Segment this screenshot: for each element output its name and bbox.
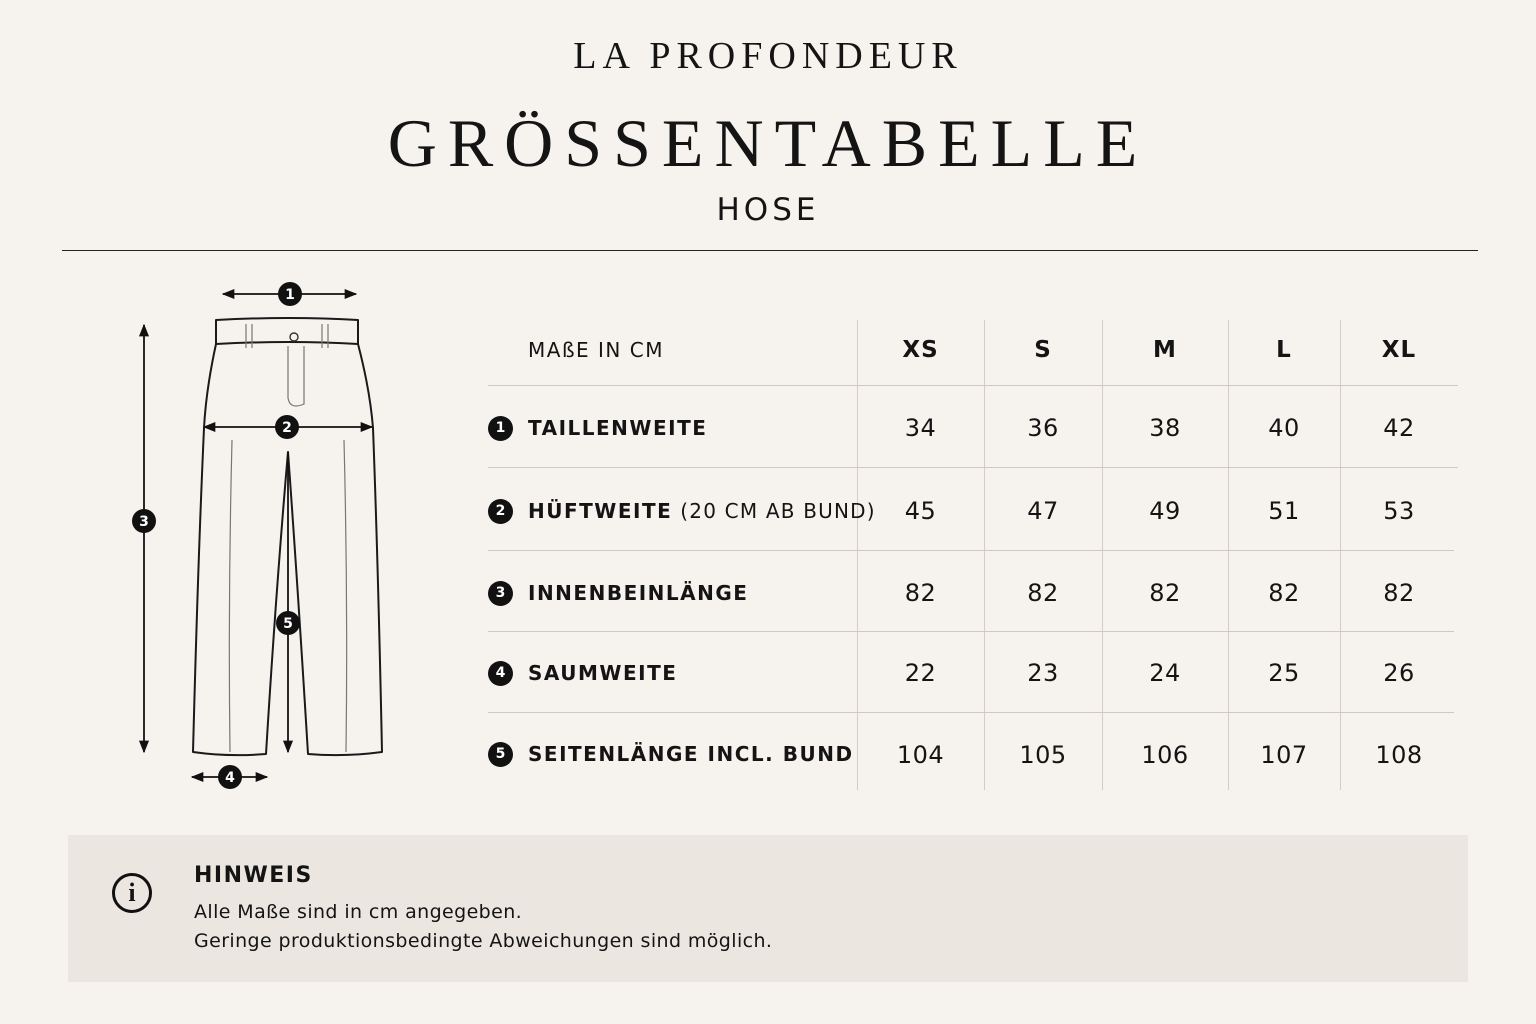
svg-text:3: 3 [139, 514, 149, 530]
table-cell: 40 [1268, 414, 1300, 442]
size-table [488, 320, 1458, 790]
table-cell: 24 [1149, 659, 1181, 687]
row-divider [488, 550, 1454, 551]
size-header-xs: XS [902, 337, 939, 363]
svg-text:2: 2 [282, 420, 292, 436]
svg-text:4: 4 [225, 770, 235, 786]
table-cell: 34 [904, 414, 937, 442]
row-label-text: INNENBEINLÄNGE [528, 581, 749, 605]
table-cell: 45 [904, 497, 937, 525]
svg-text:1: 1 [285, 287, 295, 303]
column-divider [1102, 320, 1103, 790]
brand-name: LA PROFONDEUR [573, 35, 963, 77]
row-divider [488, 712, 1454, 713]
table-header-label: MAßE IN CM [528, 338, 664, 362]
row-label-text: SEITENLÄNGE INCL. BUND [528, 742, 854, 766]
table-row-label [488, 481, 876, 541]
table-cell: 47 [1027, 497, 1059, 525]
table-cell: 25 [1268, 659, 1300, 687]
row-number-badge: 5 [488, 742, 513, 767]
table-cell: 82 [1149, 579, 1181, 607]
table-cell: 49 [1149, 497, 1181, 525]
table-cell: 82 [1268, 579, 1300, 607]
row-number-badge: 2 [488, 499, 513, 524]
table-cell: 82 [1383, 579, 1415, 607]
note-line: Geringe produktionsbedingte Abweichungen sind möglich. [194, 930, 773, 952]
table-cell: 38 [1149, 414, 1181, 442]
row-label-note: (20 CM AB BUND) [680, 499, 876, 523]
diagram-marker-3 [132, 509, 156, 533]
row-label-text: TAILLENWEITE [528, 416, 708, 440]
table-cell: 53 [1383, 497, 1415, 525]
table-row-label [488, 643, 677, 703]
row-label-text: SAUMWEITE [528, 661, 678, 685]
table-cell: 23 [1027, 659, 1059, 687]
table-cell: 22 [904, 659, 937, 687]
row-number-badge: 1 [488, 416, 513, 441]
info-icon: i [112, 873, 152, 913]
row-divider [488, 467, 1458, 468]
row-label-text: HÜFTWEITE [528, 499, 673, 523]
row-divider [488, 385, 1458, 386]
measure-arrows [144, 294, 372, 777]
table-cell: 82 [904, 579, 937, 607]
table-cell: 82 [1027, 579, 1059, 607]
button-icon [290, 333, 298, 341]
table-row-label [488, 398, 707, 458]
table-cell: 26 [1383, 659, 1415, 687]
table-cell: 36 [1027, 414, 1059, 442]
size-header-l: L [1276, 337, 1292, 363]
note-title: HINWEIS [194, 863, 313, 888]
table-cell: 42 [1383, 414, 1415, 442]
column-divider [1340, 320, 1341, 790]
header-divider [62, 250, 1478, 251]
table-cell: 104 [896, 741, 945, 769]
diagram-marker-4 [218, 765, 242, 789]
table-row-label [488, 724, 854, 784]
table-cell: 106 [1141, 741, 1189, 769]
diagram-marker-2 [275, 415, 299, 439]
size-header-xl: XL [1381, 337, 1417, 363]
column-divider [1228, 320, 1229, 790]
row-divider [488, 631, 1454, 632]
table-cell: 105 [1019, 741, 1067, 769]
page-title: GRÖSSENTABELLE [387, 105, 1149, 181]
trouser-diagram [100, 270, 420, 800]
diagram-marker-1 [278, 282, 302, 306]
column-divider [857, 320, 858, 790]
note-box [68, 835, 1468, 982]
table-cell: 108 [1375, 741, 1423, 769]
svg-text:5: 5 [283, 616, 293, 632]
table-row-label [488, 563, 748, 623]
table-cell: 51 [1268, 497, 1300, 525]
size-header-m: M [1153, 337, 1177, 363]
row-number-badge: 3 [488, 581, 513, 606]
column-divider [984, 320, 985, 790]
note-line: Alle Maße sind in cm angegeben. [194, 901, 523, 923]
table-cell: 107 [1260, 741, 1308, 769]
size-header-s: S [1034, 337, 1052, 363]
diagram-marker-5 [276, 611, 300, 635]
page-subtitle: HOSE [716, 192, 820, 228]
row-number-badge: 4 [488, 661, 513, 686]
